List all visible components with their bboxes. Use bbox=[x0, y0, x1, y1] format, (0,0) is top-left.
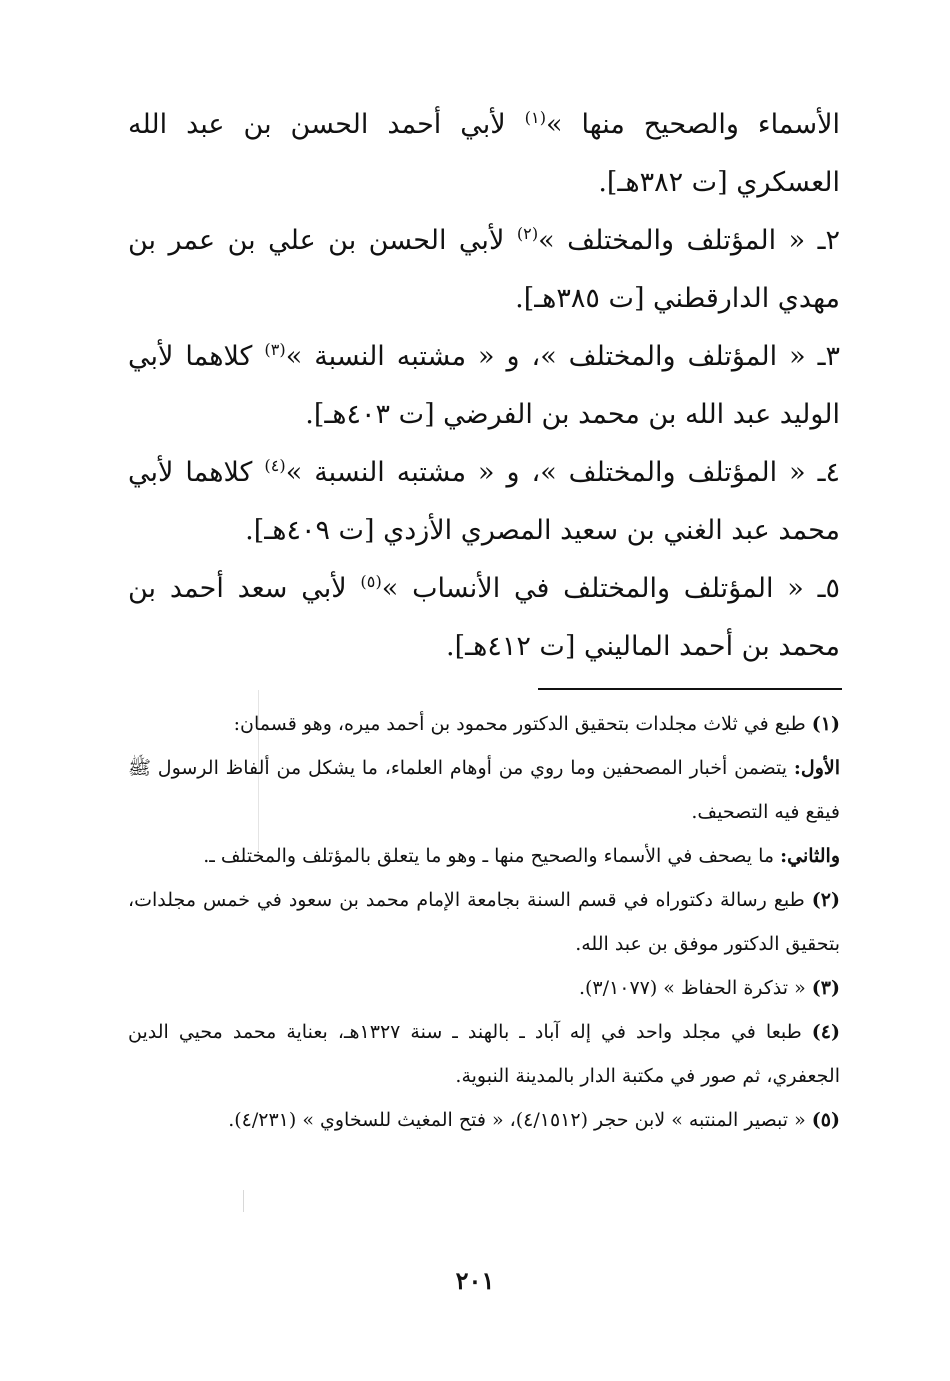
paragraph-1-rest: لأبي أحمد الحسن بن عبد الله العسكري [ت ٣٨٢هـ]. bbox=[128, 109, 840, 198]
paragraph-4-text: ٤ـ « المؤتلف والمختلف »، و « مشتبه النسبة » bbox=[285, 457, 841, 488]
footnote-4 bbox=[128, 1010, 840, 1098]
footnote-1-second-label: والثاني: bbox=[780, 845, 840, 867]
paragraph-3-rest: كلاهما لأبي الوليد عبد الله بن محمد بن الفرضي [ت ٤٠٣هـ]. bbox=[128, 341, 840, 430]
footnote-1-number: (١) bbox=[811, 713, 840, 735]
footnote-1-first-label: الأول: bbox=[793, 757, 840, 779]
footnote-ref-5: (٥) bbox=[360, 572, 382, 591]
footnote-1 bbox=[128, 702, 840, 746]
footnote-5-text: « تبصير المنتبه » لابن حجر (٤/١٥١٢)، « فتح المغيث للسخاوي » (٤/٢٣١). bbox=[228, 1109, 812, 1131]
footnote-divider bbox=[538, 688, 842, 690]
footnote-ref-3: (٣) bbox=[264, 340, 286, 359]
paragraph-2-text: ٢ـ « المؤتلف والمختلف » bbox=[538, 225, 840, 256]
paragraph-5 bbox=[128, 560, 840, 676]
footnotes bbox=[128, 702, 840, 1142]
paragraph-2-rest: لأبي الحسن بن علي بن عمر بن مهدي الدارقطني [ت ٣٨٥هـ]. bbox=[128, 225, 840, 314]
footnote-1-first-text: يتضمن أخبار المصحفين وما روي من أوهام العلماء، ما يشكل من ألفاظ الرسول ﷺ فيقع فيه التصحيف. bbox=[128, 757, 840, 823]
paragraph-5-text: ٥ـ « المؤتلف والمختلف في الأنساب » bbox=[381, 573, 840, 604]
paragraph-3 bbox=[128, 328, 840, 444]
footnote-4-number: (٤) bbox=[811, 1021, 841, 1043]
paragraph-5-rest: لأبي سعد أحمد بن محمد بن أحمد الماليني [ت ٤١٢هـ]. bbox=[128, 573, 840, 662]
footnote-ref-1: (١) bbox=[524, 108, 547, 127]
paragraph-1-text: الأسماء والصحيح منها » bbox=[546, 109, 840, 140]
footnote-ref-2: (٢) bbox=[516, 224, 539, 243]
footnote-1-first bbox=[128, 746, 840, 834]
footnote-1-second bbox=[128, 834, 840, 878]
paragraph-4-rest: كلاهما لأبي محمد عبد الغني بن سعيد المصري الأزدي [ت ٤٠٩هـ]. bbox=[128, 457, 840, 546]
footnote-4-text: طبعا في مجلد واحد في إله آباد ـ بالهند ـ سنة ١٣٢٧هـ، بعناية محمد محيي الدين الجعفري، ثم صور في مكتبة الدار بالمدينة النبوية. bbox=[128, 1021, 840, 1087]
paragraph-2 bbox=[128, 212, 840, 328]
main-text bbox=[128, 96, 840, 676]
page-number: ٢٠١ bbox=[455, 1266, 495, 1295]
footnote-5 bbox=[128, 1098, 840, 1142]
footnote-3-text: « تذكرة الحفاظ » (٣/١٠٧٧). bbox=[578, 977, 812, 999]
paragraph-4 bbox=[128, 444, 840, 560]
paragraph-1 bbox=[128, 96, 840, 212]
paragraph-3-text: ٣ـ « المؤتلف والمختلف »، و « مشتبه النسبة » bbox=[285, 341, 841, 372]
footnote-2-number: (٢) bbox=[811, 889, 840, 911]
footnote-3 bbox=[128, 966, 840, 1010]
footnote-1-second-text: ما يصحف في الأسماء والصحيح منها ـ وهو ما يتعلق بالمؤتلف والمختلف ـ. bbox=[203, 845, 781, 867]
footnote-1-text: طبع في ثلاث مجلدات بتحقيق الدكتور محمود بن أحمد ميره، وهو قسمان: bbox=[233, 713, 812, 735]
footnote-5-number: (٥) bbox=[811, 1109, 840, 1131]
scan-artifact-mark bbox=[243, 1190, 244, 1212]
footnote-2 bbox=[128, 878, 840, 966]
footnote-ref-4: (٤) bbox=[264, 456, 286, 475]
footnote-3-number: (٣) bbox=[811, 977, 840, 999]
footnote-2-text: طبع رسالة دكتوراه في قسم السنة بجامعة الإمام محمد بن سعود في خمس مجلدات، بتحقيق الدكتور موفق بن عبد الله. bbox=[128, 889, 840, 955]
